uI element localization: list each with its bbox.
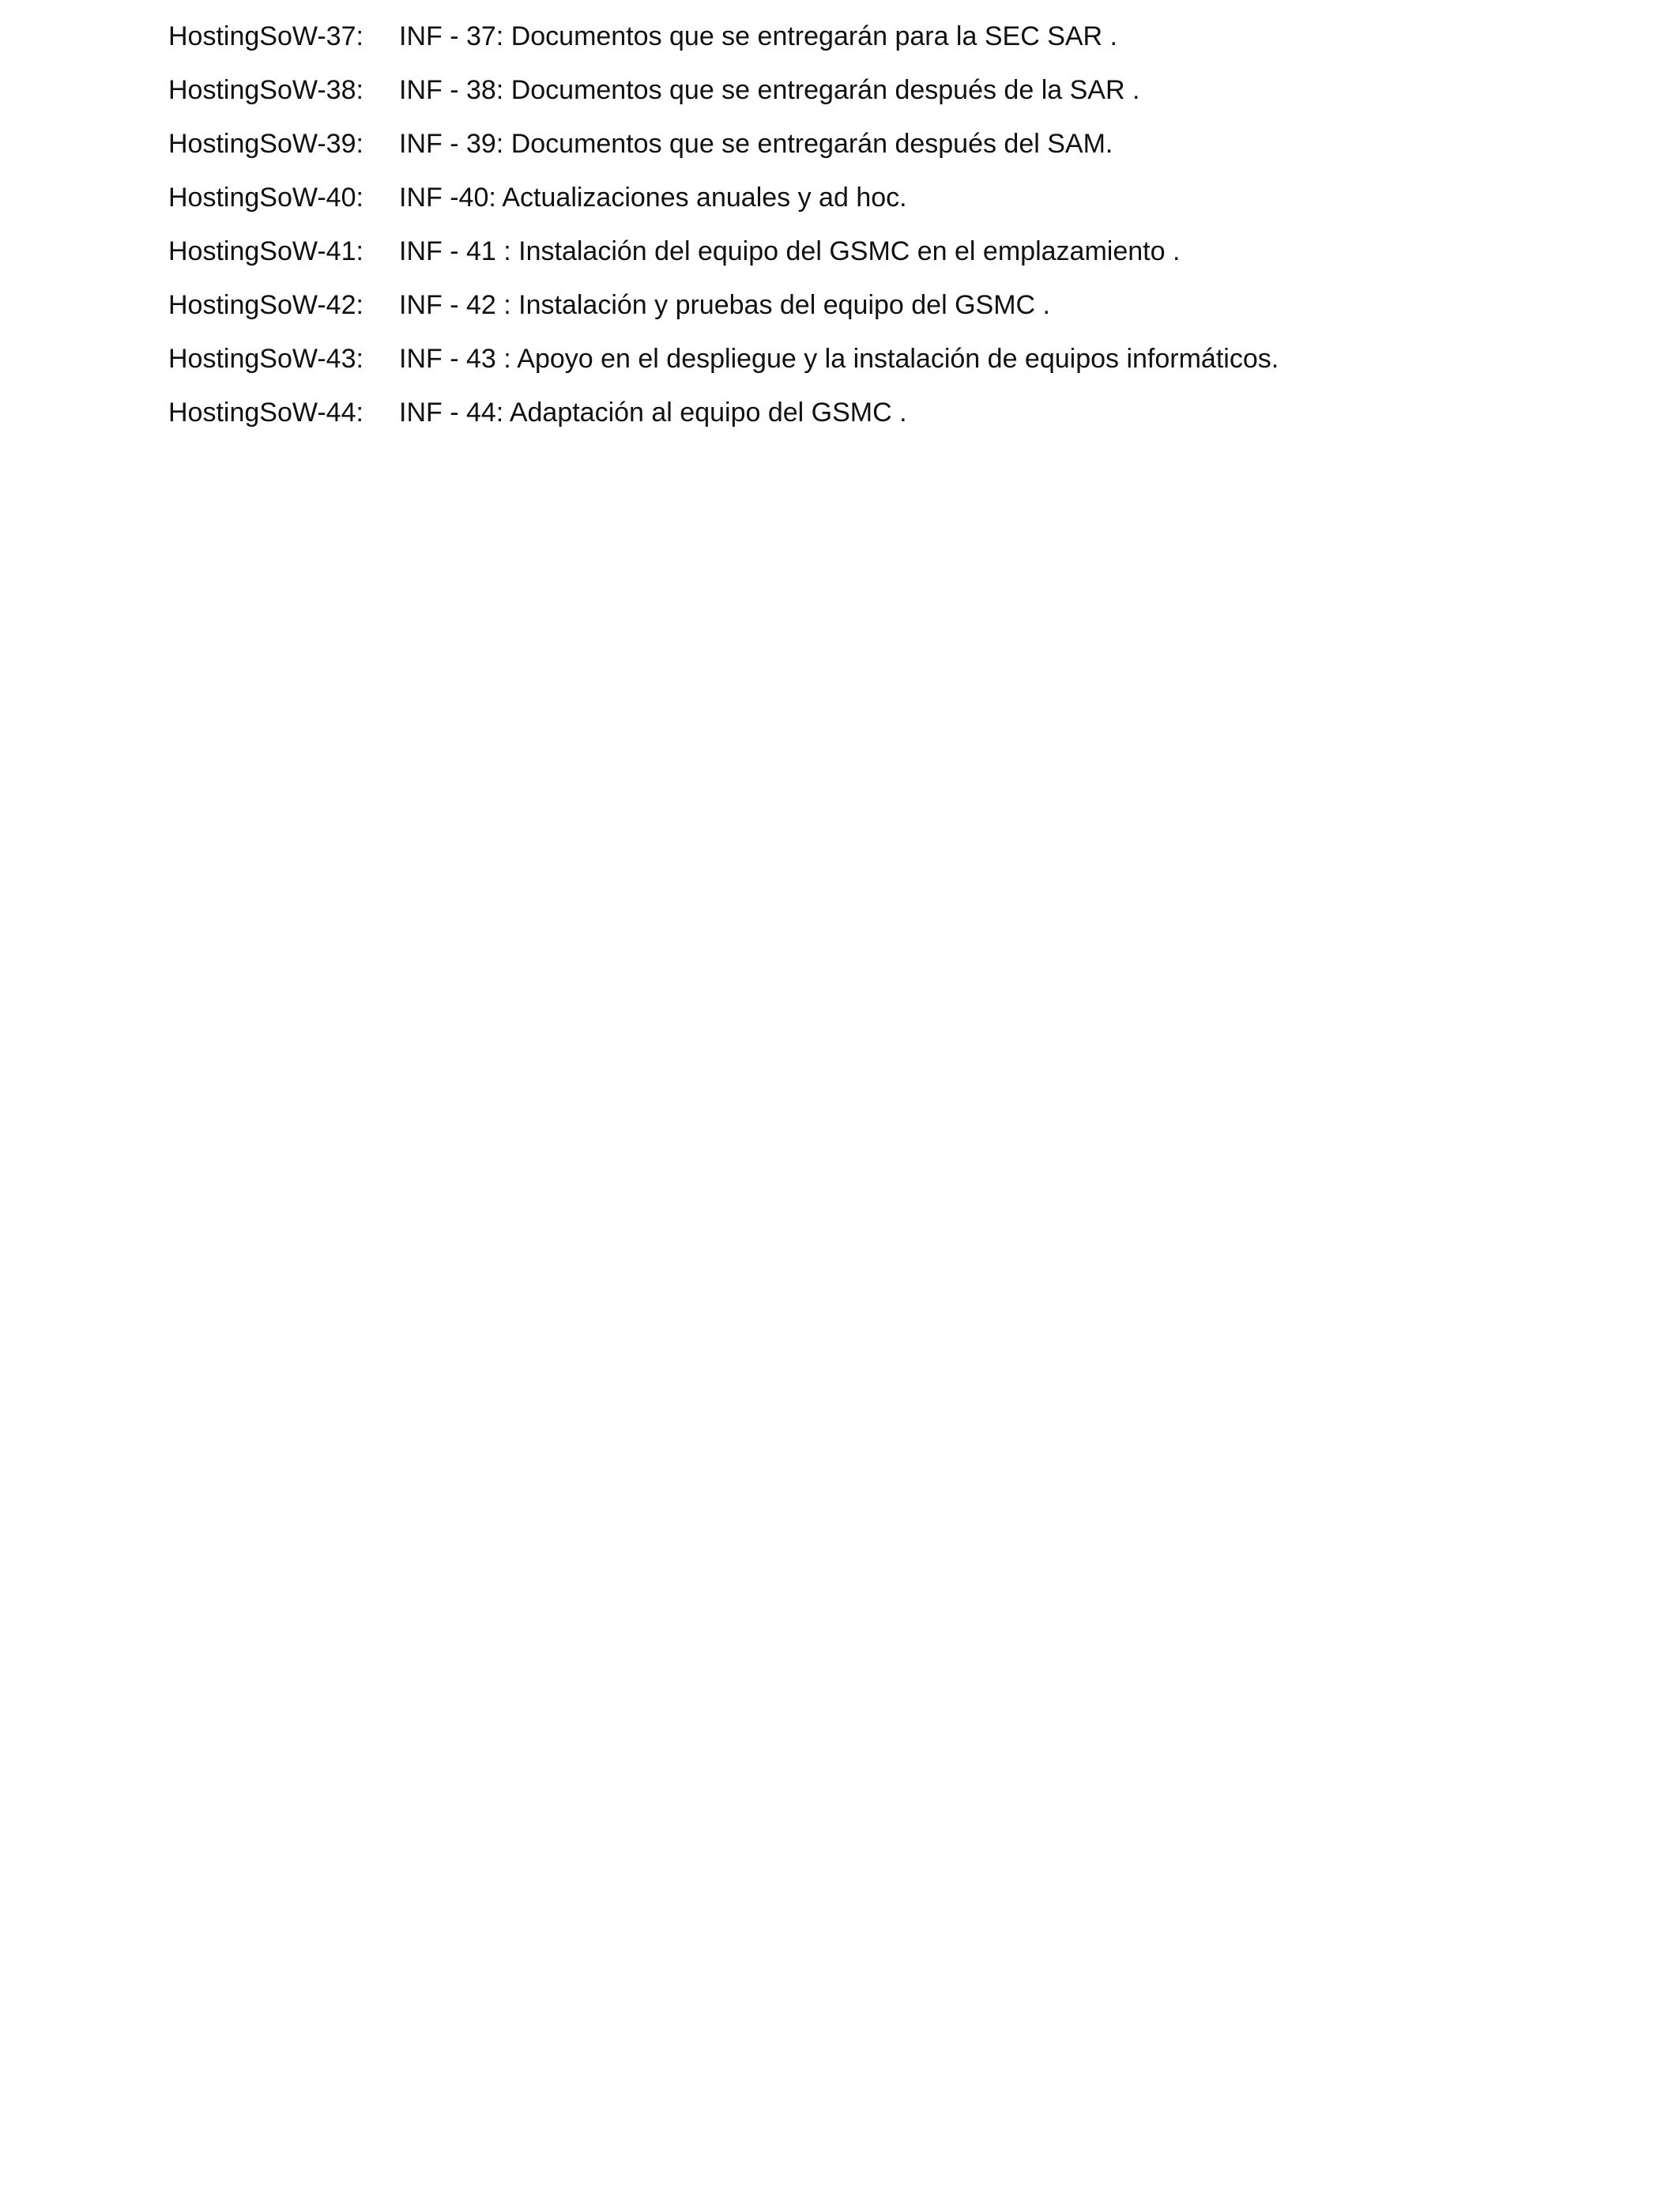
requirement-text: INF - 39: Documentos que se entregarán después del SAM.	[399, 129, 1113, 159]
requirement-id: HostingSoW-41:	[168, 236, 363, 266]
requirement-id: HostingSoW-38:	[168, 75, 363, 105]
requirement-id: HostingSoW-40:	[168, 183, 363, 213]
requirement-text: INF - 38: Documentos que se entregarán después de la SAR .	[399, 75, 1140, 105]
list-item	[168, 71, 1630, 125]
requirement-text: INF - 43 : Apoyo en el despliegue y la instalación de equipos informáticos.	[399, 344, 1279, 374]
list-item	[168, 17, 1630, 71]
requirement-id: HostingSoW-42:	[168, 290, 363, 320]
list-item	[168, 125, 1630, 179]
requirement-id: HostingSoW-44:	[168, 398, 363, 428]
requirement-id: HostingSoW-37:	[168, 21, 363, 51]
requirement-text: INF -40: Actualizaciones anuales y ad hoc.	[399, 183, 907, 213]
requirement-text: INF - 37: Documentos que se entregarán para la SEC SAR .	[399, 21, 1118, 51]
list-item	[168, 232, 1630, 286]
requirement-id: HostingSoW-43:	[168, 344, 363, 374]
requirements-list	[168, 17, 1630, 447]
list-item	[168, 394, 1630, 447]
requirement-text: INF - 42 : Instalación y pruebas del equipo del GSMC .	[399, 290, 1050, 320]
requirement-id: HostingSoW-39:	[168, 129, 363, 159]
list-item	[168, 179, 1630, 232]
list-item	[168, 340, 1630, 394]
list-item	[168, 286, 1630, 340]
requirement-text: INF - 41 : Instalación del equipo del GSMC en el emplazamiento .	[399, 236, 1181, 266]
requirement-text: INF - 44: Adaptación al equipo del GSMC .	[399, 398, 907, 428]
